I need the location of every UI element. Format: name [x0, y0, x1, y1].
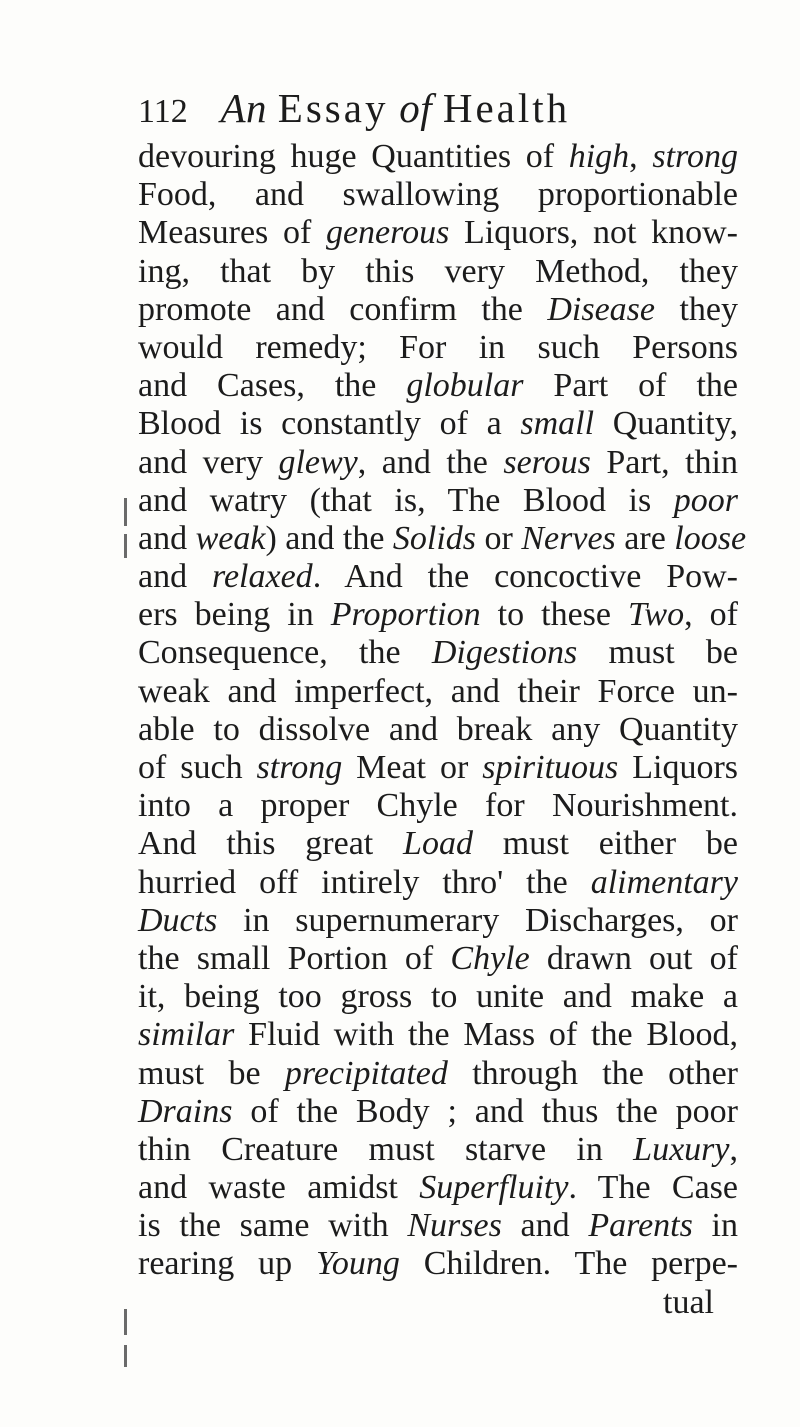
- text-line: similar Fluid with the Mass of the Blood,: [138, 1016, 738, 1054]
- text-line: Consequence, the Digestions must be: [138, 634, 739, 672]
- text-line: able to dissolve and break any Quantity: [138, 710, 738, 748]
- running-head-of: of: [399, 85, 433, 131]
- text-line: Measures of generous Liquors, not know-: [138, 214, 738, 252]
- text-line: would remedy; For in such Persons: [138, 328, 738, 366]
- text-line: And this great Load must either be: [138, 825, 738, 863]
- text-line: promote and confirm the Disease they: [138, 290, 738, 328]
- text-line: ing, that by this very Method, they: [138, 252, 738, 290]
- text-line: Food, and swallowing proportionable: [138, 176, 738, 214]
- text-line: must be precipitated through the other: [138, 1054, 739, 1092]
- text-line: and watry (that is, The Blood is poor: [138, 481, 738, 519]
- text-line: and weak) and the Solids or Nerves are loose: [138, 519, 747, 557]
- margin-mark-1: [124, 498, 127, 526]
- text-line: into a proper Chyle for Nourishment.: [138, 787, 738, 825]
- text-line: Blood is constantly of a small Quantity,: [138, 405, 738, 443]
- text-line: and waste amidst Superfluity. The Case: [138, 1169, 738, 1207]
- text-line: of such strong Meat or spirituous Liquors: [138, 749, 738, 786]
- text-line: Drains of the Body ; and thus the poor: [138, 1092, 738, 1130]
- text-line: and Cases, the globular Part of the: [138, 367, 738, 405]
- running-head-health: Health: [442, 85, 571, 131]
- running-head-an: An: [220, 85, 268, 131]
- running-head: [138, 84, 570, 136]
- margin-mark-3: [124, 1309, 127, 1335]
- text-line: is the same with Nurses and Parents in: [138, 1207, 738, 1245]
- text-line: and very glewy, and the serous Part, thin: [138, 443, 738, 481]
- text-line: Ducts in supernumerary Discharges, or: [138, 901, 738, 939]
- text-line: rearing up Young Children. The perpe-: [138, 1245, 738, 1283]
- text-line: the small Portion of Chyle drawn out of: [138, 939, 738, 977]
- text-line: devouring huge Quantities of high, strong: [138, 138, 738, 175]
- running-head-essay: Essay: [277, 85, 389, 131]
- catchword: tual: [663, 1283, 714, 1321]
- margin-mark-4: [124, 1345, 127, 1367]
- text-line: it, being too gross to unite and make a: [138, 978, 738, 1016]
- text-line: hurried off intirely thro' the alimentary: [138, 863, 738, 901]
- page-number: 112: [138, 93, 188, 130]
- text-line: ers being in Proportion to these Two, of: [138, 596, 738, 634]
- margin-mark-2: [124, 534, 127, 558]
- body-text: [138, 138, 747, 1322]
- text-line: thin Creature must starve in Luxury,: [138, 1130, 738, 1168]
- text-line: and relaxed. And the concoctive Pow-: [138, 558, 738, 596]
- text-line: weak and imperfect, and their Force un-: [138, 672, 738, 710]
